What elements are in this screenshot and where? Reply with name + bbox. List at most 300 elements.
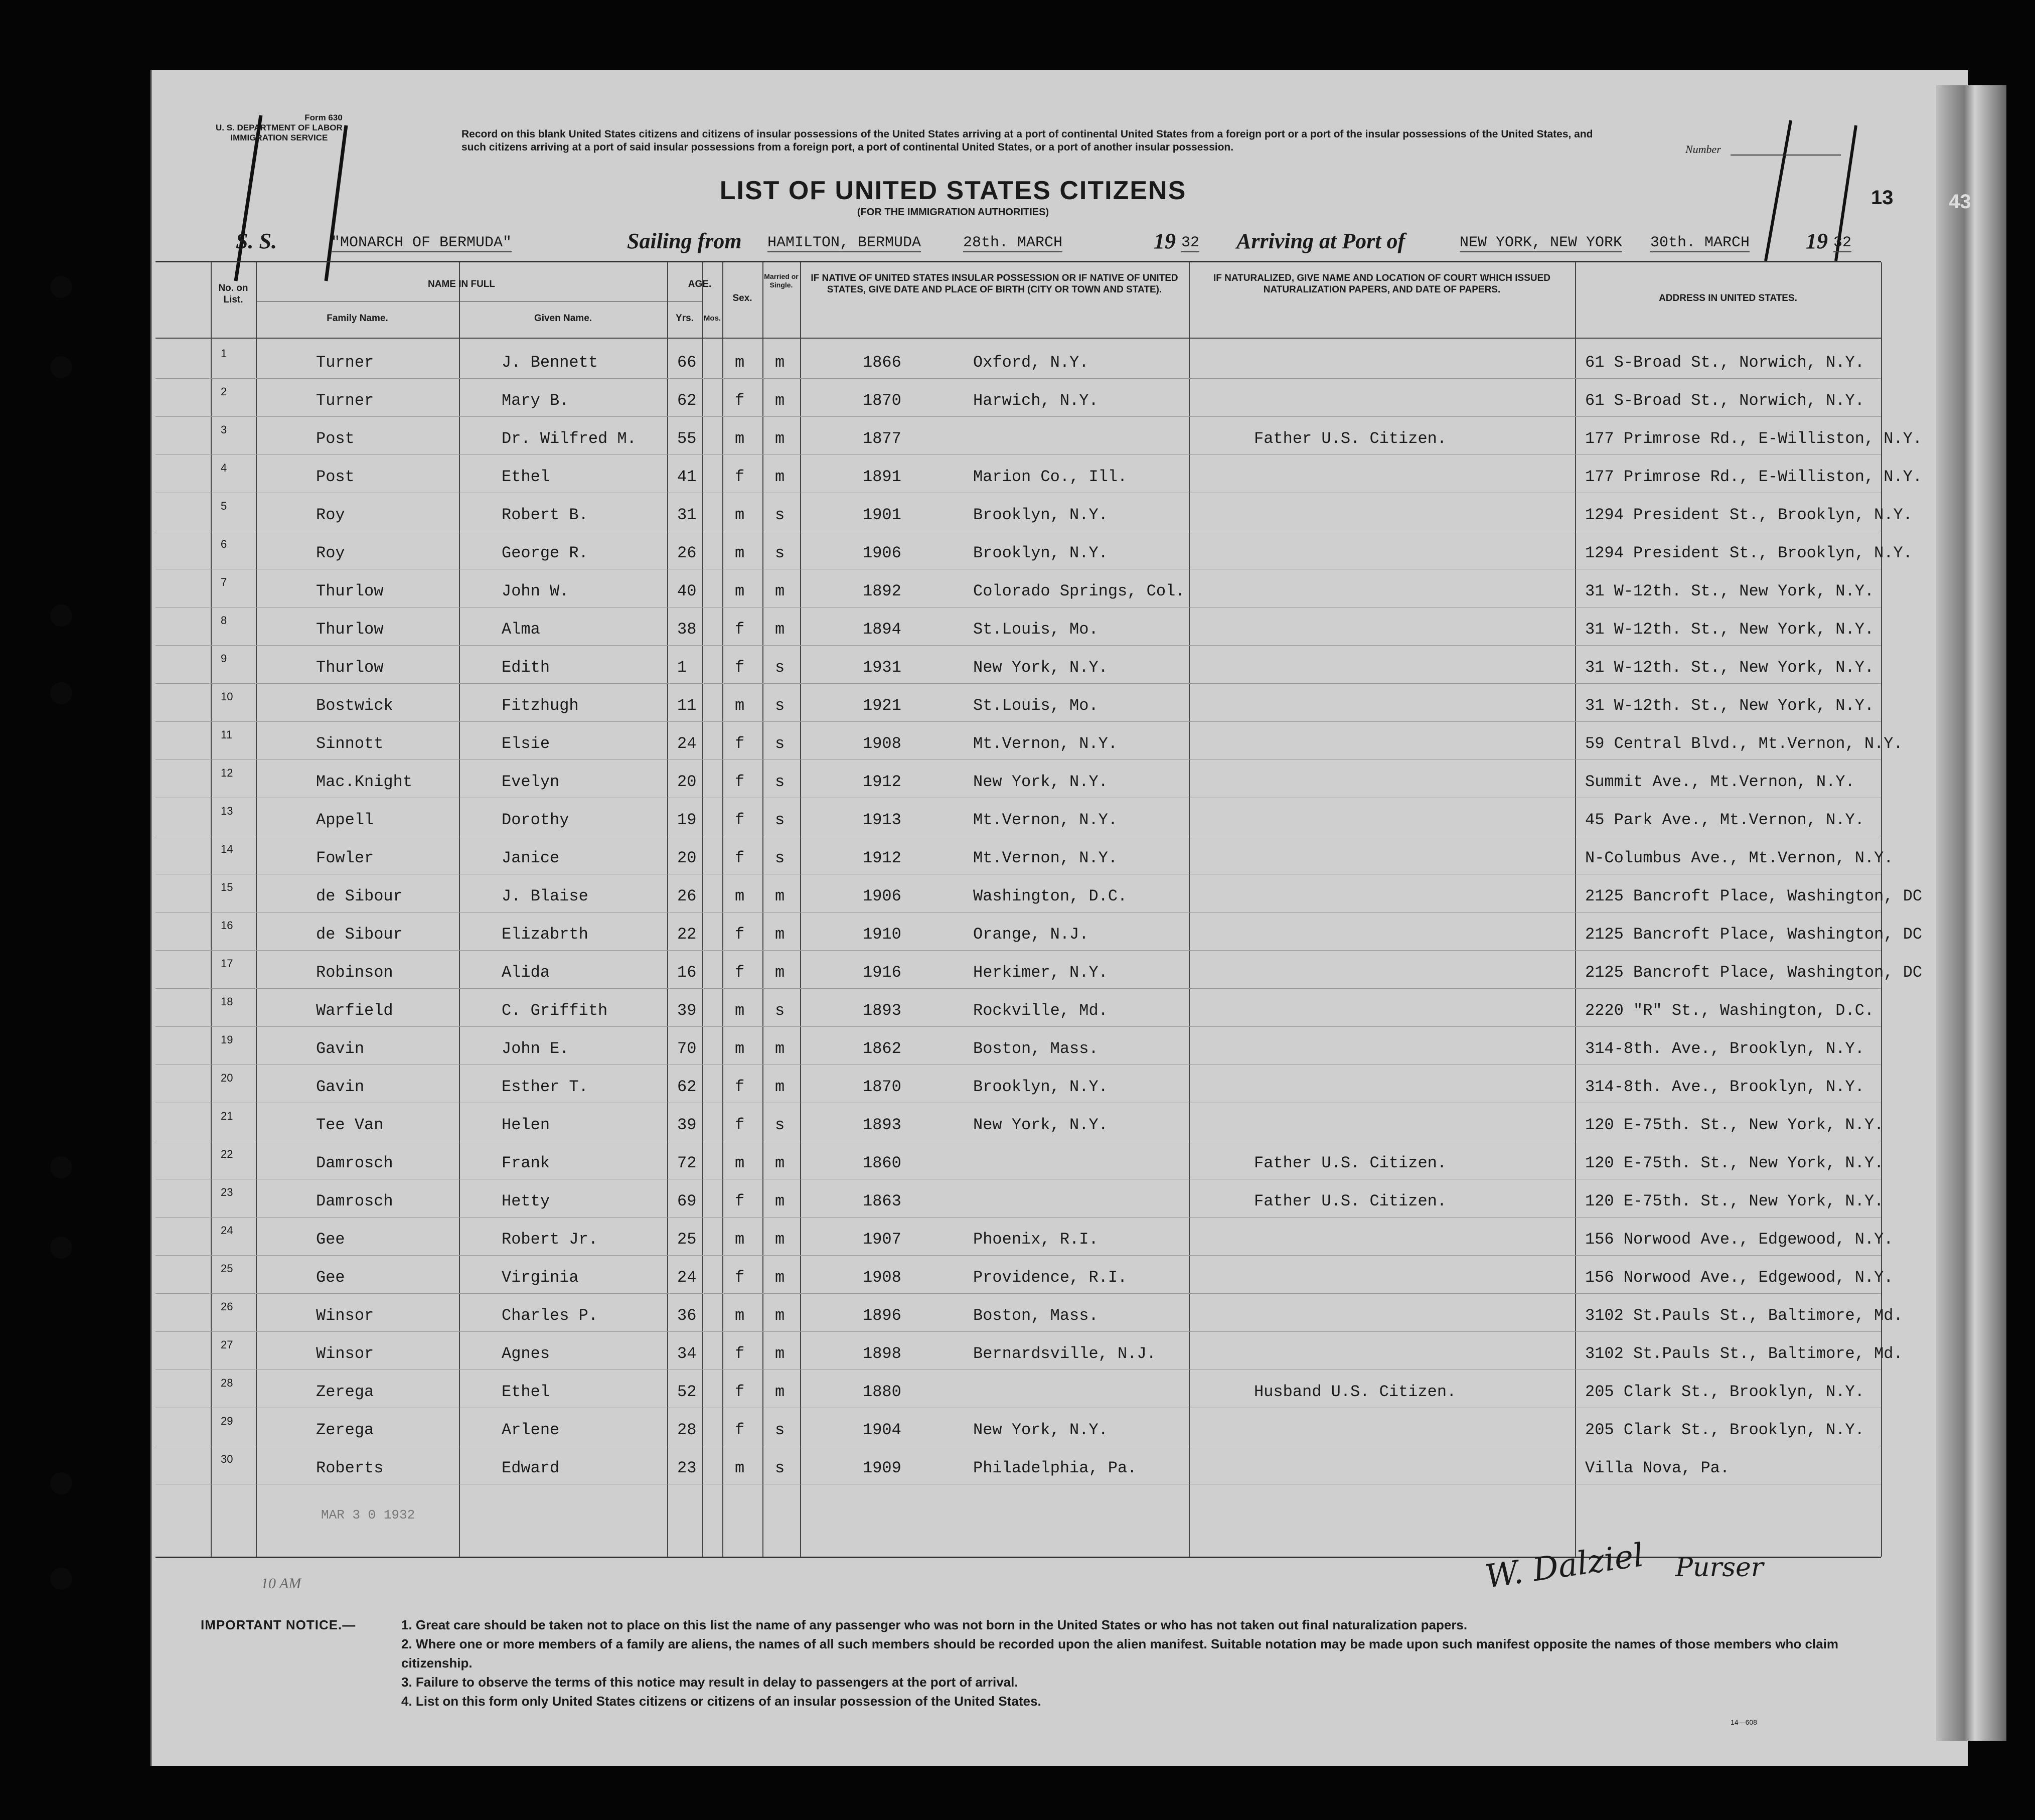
given-name: Dorothy [502,811,569,829]
family-name: Turner [316,391,374,410]
col-name-in-full: NAME IN FULL [427,279,496,289]
marital-status: m [775,1230,785,1249]
passenger-row [155,950,1923,989]
age-years: 34 [677,1344,697,1363]
age-years: 1 [677,658,687,677]
passenger-table [155,261,1923,1558]
birth-year: 1896 [863,1306,901,1325]
us-address: 2220 "R" St., Washington, D.C. [1585,1001,1874,1020]
passenger-row [155,493,1913,531]
sex: m [735,1230,745,1249]
marital-status: m [775,887,785,905]
us-address: 120 E-75th. St., New York, N.Y. [1585,1192,1884,1210]
us-address: 177 Primrose Rd., E-Williston, N.Y. [1585,429,1923,448]
age-years: 20 [677,773,697,791]
birth-place: Mt.Vernon, N.Y. [973,849,1118,867]
family-name: Appell [316,811,374,829]
given-name: Helen [502,1116,550,1134]
age-years: 55 [677,429,697,448]
family-name: Turner [316,353,374,372]
birth-year: 1891 [863,468,901,486]
family-name: Warfield [316,1001,393,1020]
birth-place: Orange, N.J. [973,925,1089,944]
sex: f [735,811,745,829]
marital-status: m [775,963,785,982]
us-address: 61 S-Broad St., Norwich, N.Y. [1585,353,1864,372]
passenger-row [155,760,1881,798]
age-years: 40 [677,582,697,600]
family-name: Gavin [316,1039,365,1058]
birth-year: 1921 [863,696,901,715]
marital-status: s [775,1459,785,1477]
marital-status: s [775,734,785,753]
us-address: 59 Central Blvd., Mt.Vernon, N.Y. [1585,734,1903,753]
passenger-row [155,569,1881,608]
birth-year: 1906 [863,887,901,905]
age-years: 69 [677,1192,697,1210]
us-address: 3102 St.Pauls St., Baltimore, Md. [1585,1344,1903,1363]
row-number: 12 [221,767,233,779]
col-naturalization: IF NATURALIZED, GIVE NAME AND LOCATION OF COURT WHICH ISSUED NATURALIZATION PAPERS, AND DATE OF PAPERS. [1213,273,1550,295]
marital-status: m [775,468,785,486]
marital-status: s [775,1421,785,1439]
naturalization-note: Father U.S. Citizen. [1254,1192,1447,1210]
birth-year: 1908 [863,1268,901,1287]
passenger-row [155,683,1881,722]
row-number: 2 [221,385,227,398]
given-name: Evelyn [502,773,560,791]
birth-place: Rockville, Md. [973,1001,1108,1020]
given-name: Edith [502,658,550,677]
col-yrs: Yrs. [676,313,694,324]
depart-date: 28th. MARCH [963,234,1063,251]
age-years: 52 [677,1383,697,1401]
us-address: 2125 Bancroft Place, Washington, DC [1585,925,1923,944]
service-name: IMMIGRATION SERVICE [230,133,328,142]
birth-year: 1898 [863,1344,901,1363]
family-name: Zerega [316,1383,374,1401]
us-address: 31 W-12th. St., New York, N.Y. [1585,620,1874,639]
marital-status: m [775,1383,785,1401]
form-number: Form 630 [304,113,343,122]
sex: f [735,391,745,410]
given-name: Ethel [502,468,550,486]
sex: m [735,506,745,524]
sex: f [735,468,745,486]
us-address: 120 E-75th. St., New York, N.Y. [1585,1116,1884,1134]
age-years: 24 [677,734,697,753]
family-name: Zerega [316,1421,374,1439]
row-number: 21 [221,1110,233,1122]
given-name: Fitzhugh [502,696,579,715]
col-age: AGE. [688,279,712,289]
row-number: 28 [221,1377,233,1389]
family-name: Robinson [316,963,393,982]
page-subtitle: (FOR THE IMMIGRATION AUTHORITIES) [857,207,1049,218]
us-address: 177 Primrose Rd., E-Williston, N.Y. [1585,468,1923,486]
age-years: 26 [677,544,697,562]
us-address: 61 S-Broad St., Norwich, N.Y. [1585,391,1864,410]
passenger-row [155,836,1894,874]
row-number: 29 [221,1415,233,1427]
notice-list [401,1615,1856,1711]
sex: f [735,849,745,867]
birth-year: 1866 [863,353,901,372]
birth-year: 1906 [863,544,901,562]
birth-year: 1893 [863,1116,901,1134]
birth-place: St.Louis, Mo. [973,696,1099,715]
row-number: 23 [221,1186,233,1198]
family-name: Winsor [316,1306,374,1325]
passenger-row [155,531,1913,569]
page-number: 13 [1871,187,1894,209]
marital-status: s [775,1116,785,1134]
number-label: Number [1685,143,1721,156]
birth-place: Phoenix, R.I. [973,1230,1099,1249]
sex: f [735,734,745,753]
family-name: Winsor [316,1344,374,1363]
passenger-row [155,1026,1881,1065]
given-name: Robert B. [502,506,588,524]
ship-name: "MONARCH OF BERMUDA" [331,234,512,251]
age-years: 72 [677,1154,697,1172]
us-address: 156 Norwood Ave., Edgewood, N.Y. [1585,1268,1894,1287]
marital-status: m [775,1039,785,1058]
passenger-row [155,1331,1903,1370]
row-number: 4 [221,462,227,474]
passenger-row [155,340,1881,379]
passenger-row [155,645,1881,684]
col-sex: Sex. [732,293,752,304]
page-number-right: 43 [1949,191,1971,213]
us-address: Summit Ave., Mt.Vernon, N.Y. [1585,773,1855,791]
birth-place: Brooklyn, N.Y. [973,544,1108,562]
given-name: Alida [502,963,550,982]
naturalization-note: Husband U.S. Citizen. [1254,1383,1457,1401]
us-address: 120 E-75th. St., New York, N.Y. [1585,1154,1884,1172]
notice-item: 3. Failure to observe the terms of this notice may result in delay to passengers at the port of arrival. [401,1675,1018,1690]
col-married-single: Married or Single. [764,272,799,289]
notice-item: 2. Where one or more members of a family are aliens, the names of all such members should be recorded upon the alien manifest. Suitable notation may be made upon such manifest opposite the names of those members who claim citizenship. [401,1636,1839,1671]
birth-year: 1912 [863,849,901,867]
passenger-row [155,988,1881,1027]
passenger-row [155,1217,1894,1256]
row-number: 24 [221,1224,233,1237]
sex: f [735,620,745,639]
birth-place: Bernardsville, N.J. [973,1344,1156,1363]
sex: m [735,1039,745,1058]
row-number: 18 [221,995,233,1008]
age-years: 11 [677,696,697,715]
form-identifier [216,113,343,143]
given-name: Virginia [502,1268,579,1287]
family-name: Thurlow [316,658,384,677]
marital-status: m [775,582,785,600]
given-name: Arlene [502,1421,560,1439]
given-name: Robert Jr. [502,1230,598,1249]
row-number: 14 [221,843,233,855]
family-name: Tee Van [316,1116,384,1134]
family-name: Damrosch [316,1192,393,1210]
row-number: 9 [221,652,227,665]
birth-year: 1870 [863,1078,901,1096]
family-name: Gavin [316,1078,365,1096]
birth-place: Mt.Vernon, N.Y. [973,811,1118,829]
given-name: Dr. Wilfred M. [502,429,637,448]
birth-place: Oxford, N.Y. [973,353,1089,372]
birth-place: New York, N.Y. [973,1421,1108,1439]
given-name: J. Blaise [502,887,588,905]
birth-place: Marion Co., Ill. [973,468,1128,486]
marital-status: m [775,1268,785,1287]
passenger-row [155,1141,1884,1179]
age-years: 70 [677,1039,697,1058]
birth-place: New York, N.Y. [973,658,1108,677]
marital-status: s [775,1001,785,1020]
row-number: 5 [221,500,227,512]
row-number: 10 [221,690,233,703]
age-years: 39 [677,1001,697,1020]
marital-status: s [775,811,785,829]
row-number: 22 [221,1148,233,1160]
given-name: Frank [502,1154,550,1172]
birth-year: 1916 [863,963,901,982]
naturalization-note: Father U.S. Citizen. [1254,1154,1447,1172]
age-years: 31 [677,506,697,524]
margin-note: 10 AM [261,1575,301,1592]
given-name: J. Bennett [502,353,598,372]
birth-year: 1908 [863,734,901,753]
us-address: 205 Clark St., Brooklyn, N.Y. [1585,1383,1864,1401]
age-years: 24 [677,1268,697,1287]
family-name: Roberts [316,1459,384,1477]
notice-lead: IMPORTANT NOTICE.— [201,1617,356,1632]
passenger-row [155,1179,1884,1218]
us-address: 45 Park Ave., Mt.Vernon, N.Y. [1585,811,1864,829]
sex: m [735,582,745,600]
passenger-row [155,454,1923,493]
arrival-year: 32 [1833,234,1852,251]
birth-year: 1894 [863,620,901,639]
depart-year: 32 [1181,234,1200,251]
row-number: 13 [221,805,233,817]
family-name: Mac.Knight [316,773,413,791]
sex: m [735,1001,745,1020]
passenger-row [155,1065,1881,1103]
age-years: 36 [677,1306,697,1325]
birth-year: 1877 [863,429,901,448]
sex: m [735,429,745,448]
birth-year: 1863 [863,1192,901,1210]
passenger-row [155,1408,1881,1446]
passenger-row [155,874,1923,913]
row-number: 25 [221,1262,233,1275]
row-number: 8 [221,614,227,627]
birth-year: 1912 [863,773,901,791]
notice-item: 4. List on this form only United States citizens or citizens of an insular possession of the United States. [401,1694,1041,1709]
marital-status: s [775,658,785,677]
birth-year: 1907 [863,1230,901,1249]
row-number: 11 [221,728,232,741]
depart-year-prefix: 19 [1154,229,1176,253]
row-number: 26 [221,1300,233,1313]
ss-label: S. S. [236,229,277,253]
signature-role: Purser [1675,1553,1764,1583]
age-years: 62 [677,391,697,410]
row-number: 3 [221,423,227,436]
row-number: 20 [221,1072,233,1084]
sex: f [735,1344,745,1363]
department-name: U. S. DEPARTMENT OF LABOR [216,123,343,132]
birth-place: Harwich, N.Y. [973,391,1099,410]
col-given-name: Given Name. [534,313,592,324]
sex: m [735,887,745,905]
sailing-from: HAMILTON, BERMUDA [767,234,921,251]
us-address: 3102 St.Pauls St., Baltimore, Md. [1585,1306,1903,1325]
us-address: 31 W-12th. St., New York, N.Y. [1585,658,1874,677]
col-mos: Mos. [703,314,721,323]
us-address: 31 W-12th. St., New York, N.Y. [1585,696,1874,715]
family-name: de Sibour [316,887,403,905]
family-name: Thurlow [316,582,384,600]
arrival-year-prefix: 19 [1806,229,1828,253]
family-name: Sinnott [316,734,384,753]
passenger-row [155,607,1881,646]
sex: f [735,1116,745,1134]
passenger-row [155,416,1923,455]
birth-place: Herkimer, N.Y. [973,963,1108,982]
passenger-row [155,1255,1894,1294]
us-address: 205 Clark St., Brooklyn, N.Y. [1585,1421,1864,1439]
birth-place: St.Louis, Mo. [973,620,1099,639]
marital-status: s [775,544,785,562]
sex: f [735,1421,745,1439]
notice-item: 1. Great care should be taken not to place on this list the name of any passenger who was not born in the United States or who has not taken out final naturalization papers. [401,1617,1468,1632]
sex: f [735,1268,745,1287]
us-address: 314-8th. Ave., Brooklyn, N.Y. [1585,1078,1864,1096]
age-years: 66 [677,353,697,372]
birth-year: 1913 [863,811,901,829]
age-years: 22 [677,925,697,944]
family-name: de Sibour [316,925,403,944]
marital-status: s [775,506,785,524]
row-number: 7 [221,576,227,588]
intro-instruction: Record on this blank United States citizens and citizens of insular possessions of the United States arriving at a port of continental United States from a foreign port or a port of the insular possessions of the United States, and such citizens arriving at a port of said insular possessions from a foreign port, a port of continental United States, or a port of another insular possession. [461,128,1593,153]
us-address: 2125 Bancroft Place, Washington, DC [1585,963,1923,982]
given-name: John W. [502,582,569,600]
number-line [1731,155,1841,156]
form-code: 14—608 [1731,1718,1757,1726]
passenger-row [155,912,1923,951]
sex: f [735,963,745,982]
us-address: N-Columbus Ave., Mt.Vernon, N.Y. [1585,849,1894,867]
marital-status: m [775,925,785,944]
given-name: Elizabrth [502,925,588,944]
given-name: Edward [502,1459,560,1477]
birth-place: Colorado Springs, Col. [973,582,1185,600]
sex: f [735,925,745,944]
birth-place: Providence, R.I. [973,1268,1128,1287]
sex: m [735,1459,745,1477]
family-name: Bostwick [316,696,393,715]
age-years: 39 [677,1116,697,1134]
sex: f [735,1383,745,1401]
us-address: Villa Nova, Pa. [1585,1459,1730,1477]
passenger-row [155,1103,1884,1141]
birth-place: New York, N.Y. [973,1116,1108,1134]
birth-place: Brooklyn, N.Y. [973,1078,1108,1096]
sex: f [735,1192,745,1210]
marital-status: m [775,391,785,410]
given-name: Esther T. [502,1078,588,1096]
voyage-line [236,228,1866,258]
birth-place: Philadelphia, Pa. [973,1459,1137,1477]
marital-status: m [775,1192,785,1210]
birth-place: Mt.Vernon, N.Y. [973,734,1118,753]
sex: m [735,1154,745,1172]
sex: m [735,1306,745,1325]
passenger-row [155,798,1881,836]
family-name: Roy [316,506,345,524]
marital-status: m [775,429,785,448]
arrival-port: NEW YORK, NEW YORK [1460,234,1623,251]
birth-year: 1904 [863,1421,901,1439]
given-name: Agnes [502,1344,550,1363]
passenger-row [155,721,1903,760]
row-number: 16 [221,919,233,932]
marital-status: s [775,849,785,867]
signature-name: W. Dalziel [1483,1537,1646,1596]
us-address: 1294 President St., Brooklyn, N.Y. [1585,506,1913,524]
age-years: 28 [677,1421,697,1439]
family-name: Roy [316,544,345,562]
arrival-date: 30th. MARCH [1650,234,1750,251]
marital-status: m [775,1306,785,1325]
us-address: 314-8th. Ave., Brooklyn, N.Y. [1585,1039,1864,1058]
family-name: Gee [316,1268,345,1287]
given-name: Ethel [502,1383,550,1401]
family-name: Damrosch [316,1154,393,1172]
given-name: Charles P. [502,1306,598,1325]
passenger-row [155,378,1881,417]
birth-year: 1910 [863,925,901,944]
given-name: Hetty [502,1192,550,1210]
family-name: Post [316,429,355,448]
given-name: Elsie [502,734,550,753]
marital-status: m [775,620,785,639]
family-name: Gee [316,1230,345,1249]
row-number: 1 [221,347,227,360]
col-address: ADDRESS IN UNITED STATES. [1659,293,1797,304]
age-years: 26 [677,887,697,905]
birth-year: 1870 [863,391,901,410]
sex: f [735,658,745,677]
col-no: No. on List. [218,283,248,305]
birth-year: 1862 [863,1039,901,1058]
age-years: 20 [677,849,697,867]
marital-status: m [775,1154,785,1172]
given-name: Alma [502,620,540,639]
sex: f [735,773,745,791]
passenger-row [155,1370,1881,1408]
us-address: 31 W-12th. St., New York, N.Y. [1585,582,1874,600]
family-name: Fowler [316,849,374,867]
birth-year: 1892 [863,582,901,600]
us-address: 156 Norwood Ave., Edgewood, N.Y. [1585,1230,1894,1249]
passenger-row [155,1446,1881,1484]
birth-place: Washington, D.C. [973,887,1128,905]
given-name: George R. [502,544,588,562]
